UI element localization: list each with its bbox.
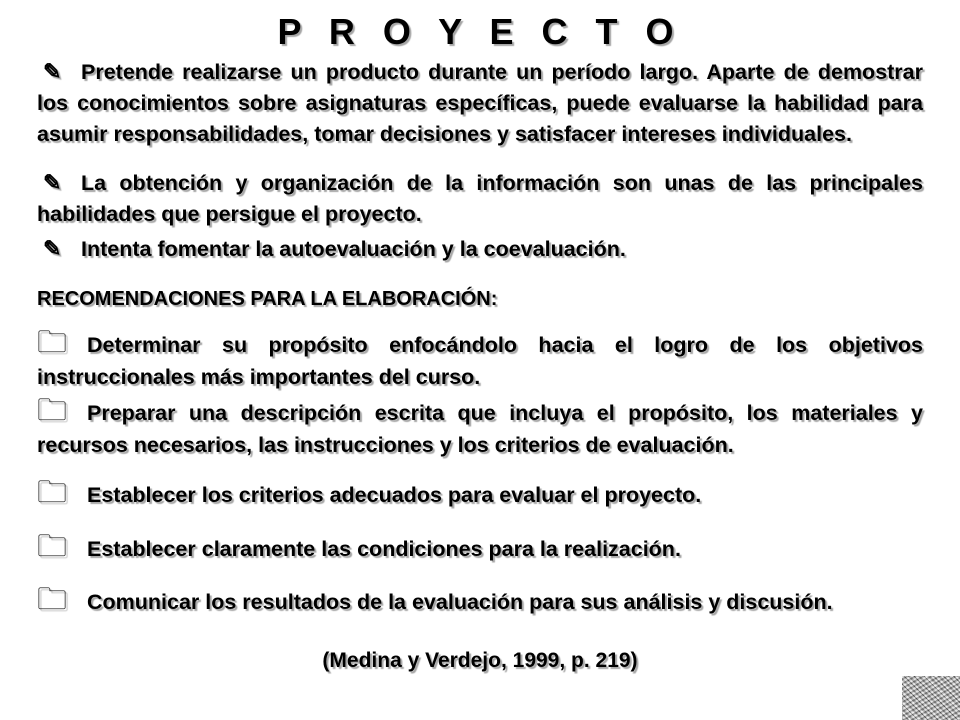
recommendation-5 (37, 585, 923, 618)
recommendations-heading: RECOMENDACIONES PARA LA ELABORACIÓN: (37, 288, 498, 310)
pencil-icon: ✎ (43, 236, 62, 261)
recommendation-1 (37, 328, 923, 393)
intro-bullet-text: Intenta fomentar la autoevaluación y la coevaluación. (81, 237, 626, 261)
intro-bullet-text: La obtención y organización de la información son unas de las principales habilidades que persigue el proyecto. (37, 171, 923, 226)
pencil-icon: ✎ (43, 59, 62, 84)
intro-bullet-3 (37, 234, 923, 265)
recommendation-3 (37, 478, 923, 511)
recommendation-2 (37, 396, 923, 461)
folder-icon: 🗀 (37, 583, 67, 616)
intro-bullet-text: Pretende realizarse un producto durante un período largo. Aparte de demostrar los conocimientos sobre asignaturas específicas, puede evaluarse la habilidad para asumir responsabilidades, tomar decisiones y satisfacer intereses individuales. (37, 60, 923, 146)
folder-icon: 🗀 (37, 394, 67, 427)
folder-icon: 🗀 (37, 326, 67, 359)
recommendation-text: Establecer los criterios adecuados para evaluar el proyecto. (87, 483, 702, 507)
citation: (Medina y Verdejo, 1999, p. 219) (322, 649, 638, 672)
folder-icon: 🗀 (37, 530, 67, 563)
pencil-icon: ✎ (43, 170, 62, 195)
intro-bullet-2 (37, 168, 923, 230)
recommendation-text: Preparar una descripción escrita que incluya el propósito, los materiales y recursos necesarios, las instrucciones y los criterios de evaluación. (37, 401, 923, 457)
recommendation-text: Comunicar los resultados de la evaluación para sus análisis y discusión. (87, 590, 833, 614)
texture-thumbnail (902, 676, 960, 720)
recommendation-text: Establecer claramente las condiciones para la realización. (87, 537, 681, 561)
recommendation-4 (37, 532, 923, 565)
recommendation-text: Determinar su propósito enfocándolo hacia el logro de los objetivos instruccionales más importantes del curso. (37, 333, 923, 389)
folder-icon: 🗀 (37, 476, 67, 509)
intro-bullet-1 (37, 57, 923, 150)
slide-title: P R O Y E C T O (277, 11, 683, 52)
